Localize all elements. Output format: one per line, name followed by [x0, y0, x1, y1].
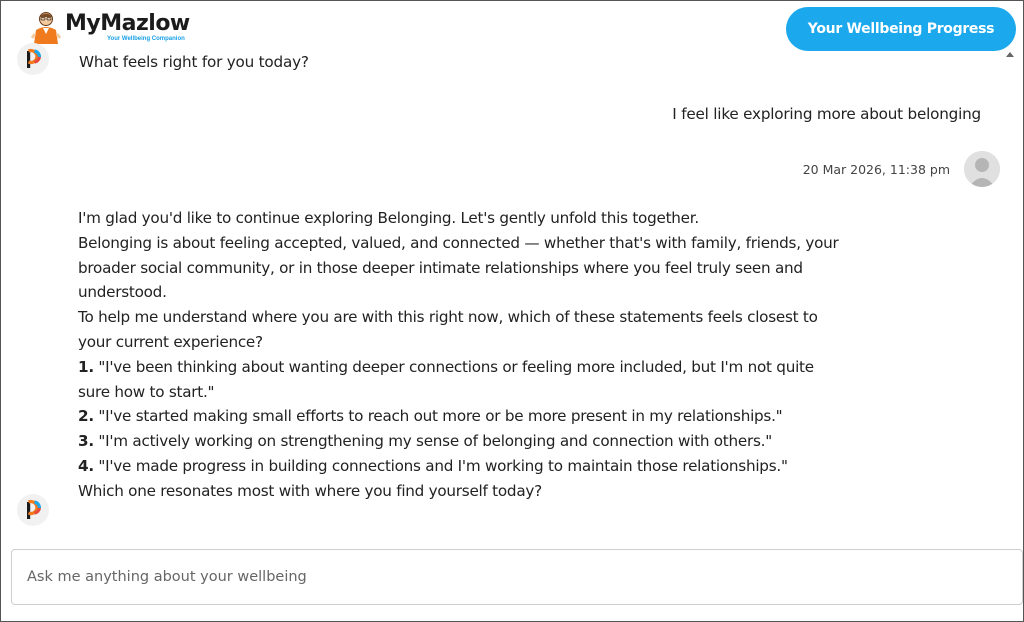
- user-timestamp: 20 Mar 2026, 11:38 pm: [802, 162, 950, 177]
- user-message: I feel like exploring more about belonging: [672, 105, 981, 123]
- option-number: 2.: [78, 407, 94, 426]
- header: [1, 1, 1023, 53]
- reply-option-2: [78, 404, 848, 429]
- option-text: "I'm actively working on strengthening my sense of belonging and connection with others.": [98, 432, 772, 451]
- mazlow-p-icon: [25, 499, 41, 521]
- bot-question: What feels right for you today?: [79, 53, 309, 71]
- bot-reply: [78, 206, 848, 504]
- scroll-up-arrow-icon[interactable]: [1006, 52, 1014, 57]
- option-number: 3.: [78, 432, 94, 451]
- option-text: "I've been thinking about wanting deeper connections or feeling more included, but I'm not quite sure how to start.": [78, 357, 814, 401]
- reply-option-1: [78, 355, 848, 405]
- option-number: 1.: [78, 357, 94, 376]
- reply-option-3: [78, 429, 848, 454]
- reply-prompt: To help me understand where you are with this right now, which of these statements feels closest to your current experience?: [78, 308, 818, 351]
- bot-avatar: [17, 43, 49, 75]
- user-silhouette-icon: [964, 151, 1000, 187]
- option-text: "I've started making small efforts to reach out more or be more present in my relationships.": [98, 407, 783, 426]
- wellbeing-progress-button[interactable]: Your Wellbeing Progress: [786, 7, 1016, 51]
- brand-logo[interactable]: [31, 7, 190, 47]
- option-number: 4.: [78, 456, 94, 475]
- reply-intro: I'm glad you'd like to continue exploring Belonging. Let's gently unfold this together.: [78, 209, 699, 227]
- brand-text: [65, 12, 190, 43]
- user-avatar: [964, 151, 1000, 187]
- bot-avatar: [17, 494, 49, 526]
- reply-closing: Which one resonates most with where you find yourself today?: [78, 481, 542, 500]
- chat-input[interactable]: [12, 550, 1022, 604]
- chat-input-box[interactable]: [11, 549, 1023, 605]
- reply-definition: Belonging is about feeling accepted, valued, and connected — whether that's with family, friends, your broader social community, or in those deeper intimate relationships where you feel truly seen and understood.: [78, 233, 839, 302]
- option-text: "I've made progress in building connections and I'm working to maintain those relationships.": [98, 456, 788, 475]
- brand-tagline: Your Wellbeing Companion: [107, 35, 185, 42]
- mascot-icon: [31, 10, 61, 44]
- mazlow-p-icon: [25, 48, 41, 70]
- reply-option-4: [78, 454, 848, 479]
- brand-name: MyMazlow: [65, 10, 190, 36]
